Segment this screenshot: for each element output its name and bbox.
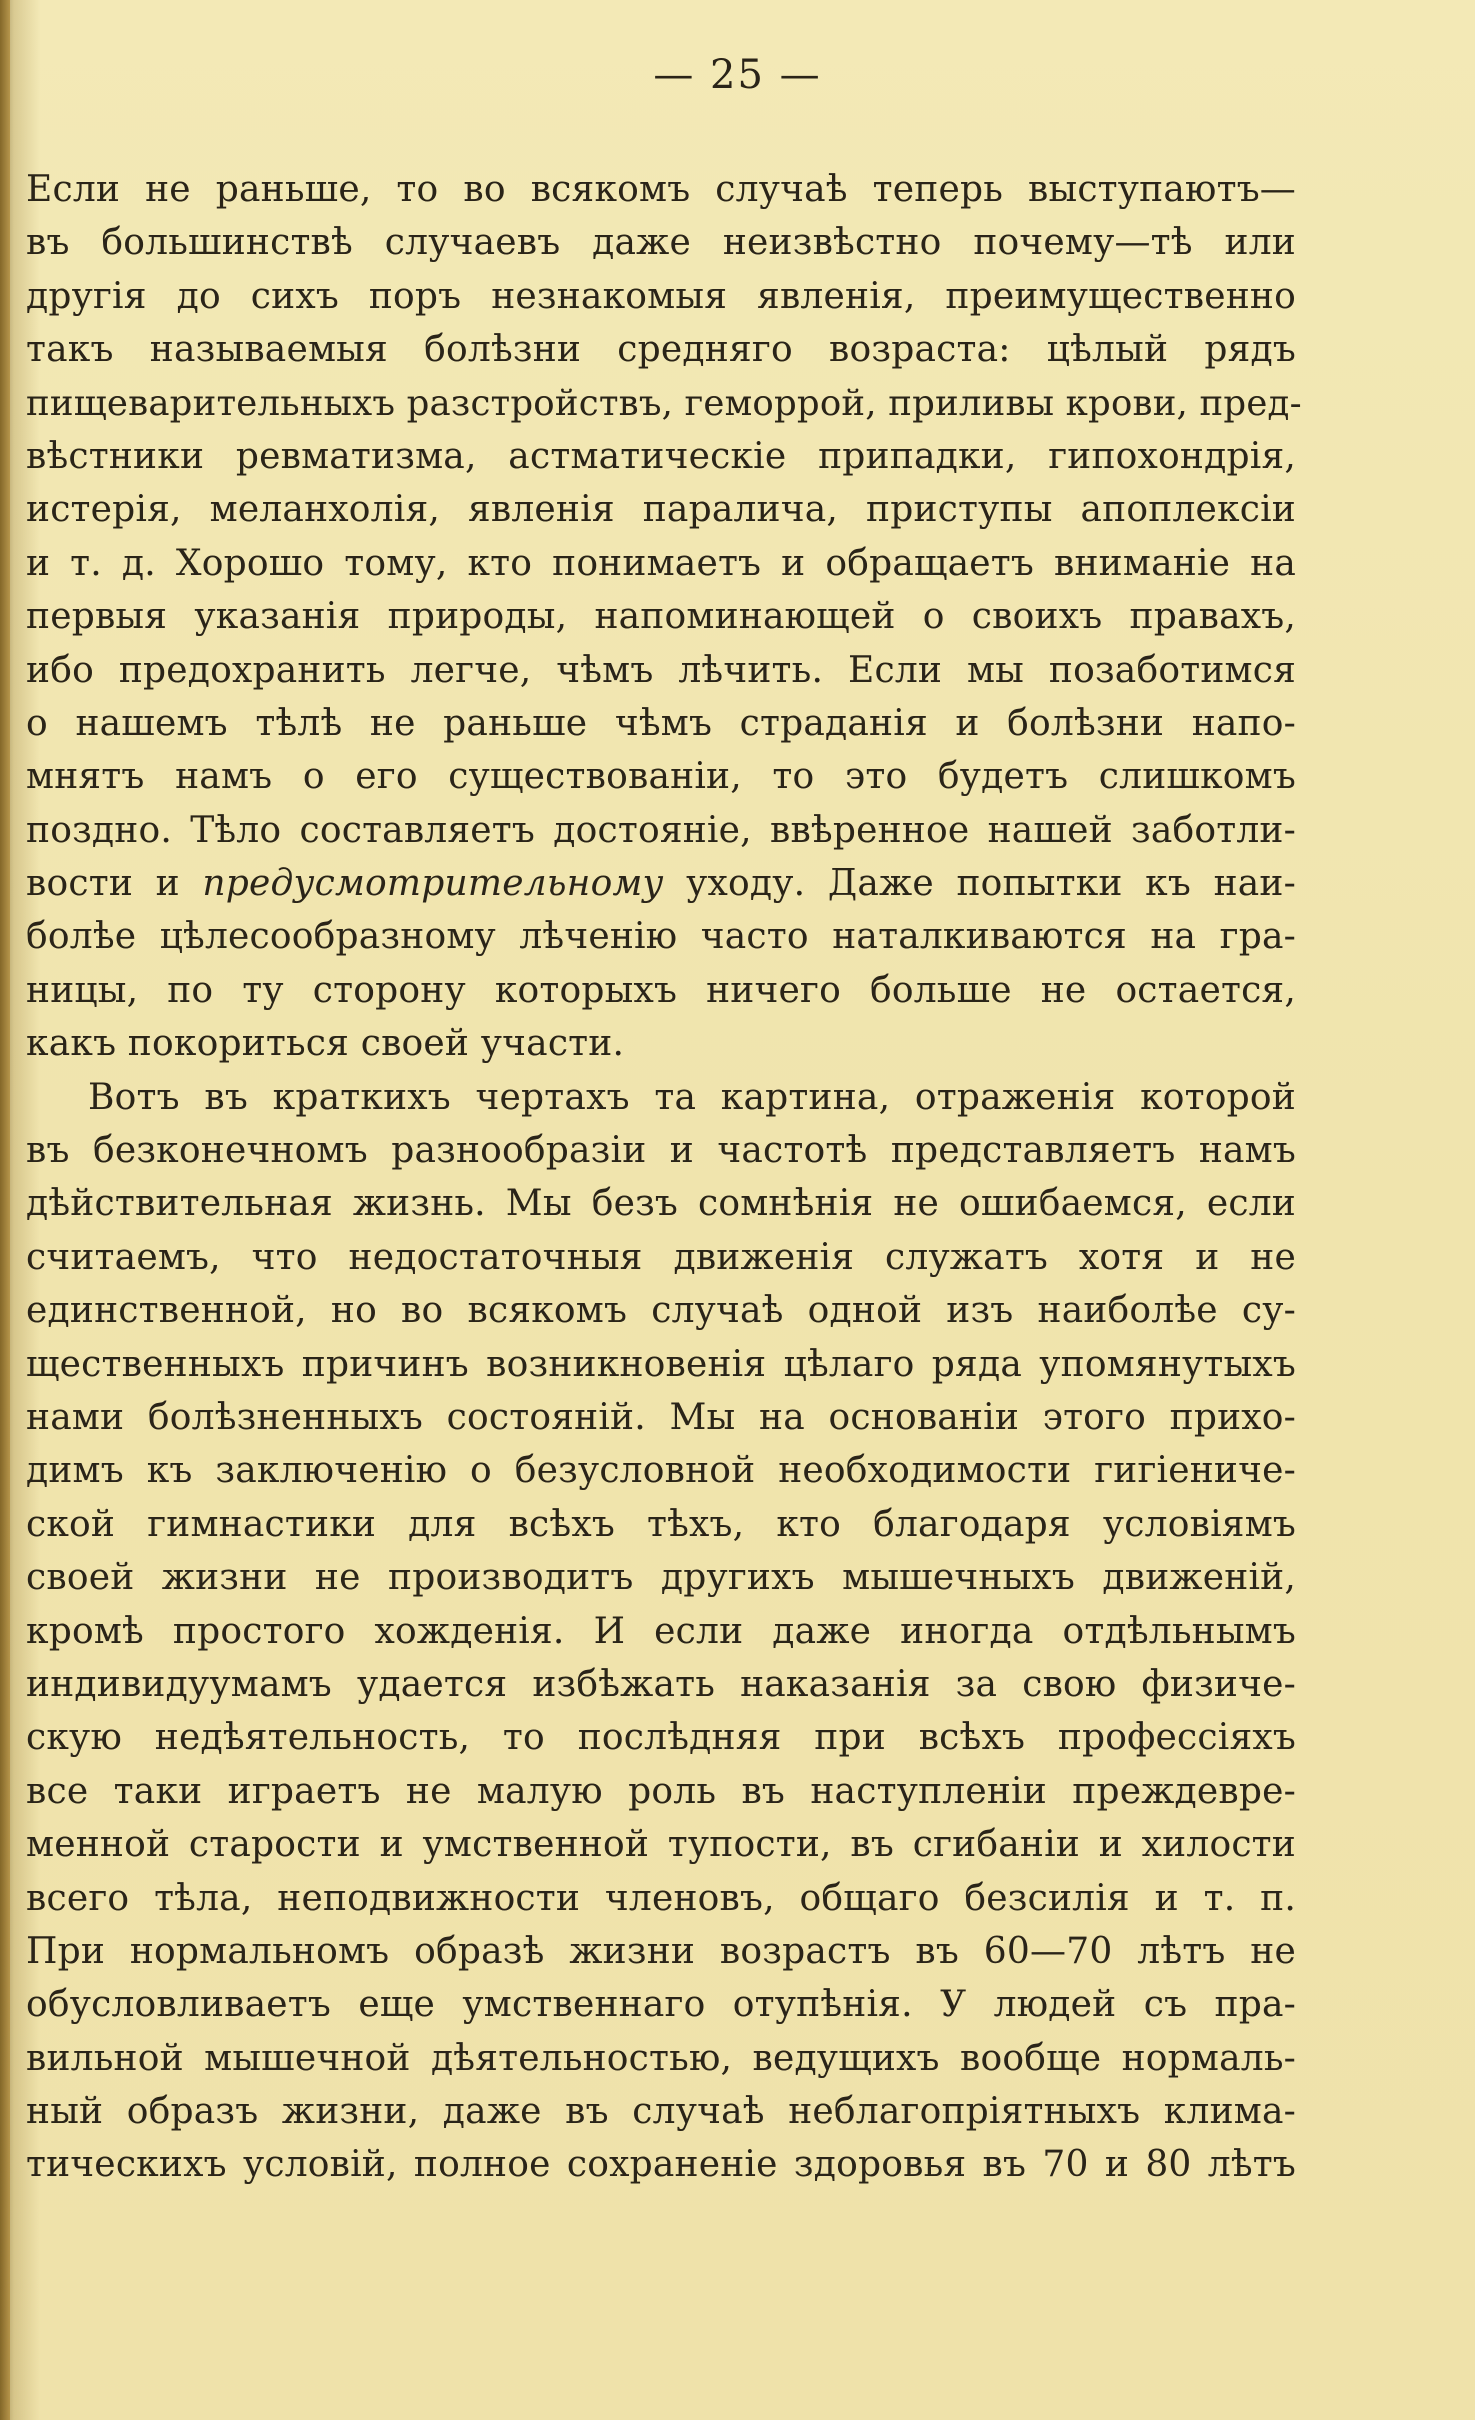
text-line: вѣстники ревматизма, астматическіе припадки, гипохондрія,	[26, 435, 1296, 477]
text-line: другія до сихъ поръ незнакомыя явленія, преимущественно	[26, 275, 1296, 317]
text-line: какъ покориться своей участи.	[26, 1023, 625, 1065]
page-number: — 25 —	[653, 52, 822, 98]
text-line: и т. д. Хорошо тому, кто понимаетъ и обращаетъ вниманіе на	[26, 542, 1296, 584]
text-line: При нормальномъ образѣ жизни возрастъ въ 60—70 лѣтъ не	[26, 1930, 1296, 1972]
text-line: мнятъ намъ о его существованіи, то это будетъ слишкомъ	[26, 756, 1296, 798]
text-line: въ безконечномъ разнообразіи и частотѣ представляетъ намъ	[26, 1130, 1296, 1172]
text-segment: вости и	[26, 863, 203, 905]
text-line: Если не раньше, то во всякомъ случаѣ теперь выступаютъ—	[26, 169, 1296, 210]
paragraph-2	[26, 1071, 1296, 2192]
text-line: пищеварительныхъ разстройствъ, геморрой, приливы крови, пред-	[26, 382, 1302, 424]
text-line: все таки играетъ не малую роль въ наступленіи преждевре-	[26, 1770, 1296, 1812]
text-line: всего тѣла, неподвижности членовъ, общаго безсилія и т. п.	[26, 1877, 1296, 1919]
text-line: такъ называемыя болѣзни средняго возраста: цѣлый рядъ	[26, 329, 1296, 371]
text-line: щественныхъ причинъ возникновенія цѣлаго ряда упомянутыхъ	[26, 1343, 1296, 1385]
italic-emphasis: предусмотрительному	[202, 863, 664, 905]
text-line: тическихъ условій, полное сохраненіе здоровья въ 70 и 80 лѣтъ	[26, 2144, 1296, 2186]
text-line: дѣйствительная жизнь. Мы безъ сомнѣнія не ошибаемся, если	[26, 1183, 1296, 1225]
text-line: индивидуумамъ удается избѣжать наказанія за свою физиче-	[26, 1663, 1296, 1705]
text-line: нами болѣзненныхъ состояній. Мы на основаніи этого прихо-	[26, 1396, 1296, 1438]
text-line: о нашемъ тѣлѣ не раньше чѣмъ страданія и болѣзни напо-	[26, 702, 1296, 744]
body-text	[26, 163, 1302, 2192]
text-line: ницы, по ту сторону которыхъ ничего больше не остается,	[26, 969, 1296, 1011]
text-line: ибо предохранить легче, чѣмъ лѣчить. Если мы позаботимся	[26, 649, 1296, 691]
text-line: менной старости и умственной тупости, въ сгибаніи и хилости	[26, 1824, 1296, 1866]
text-line: скую недѣятельность, то послѣдняя при всѣхъ профессіяхъ	[26, 1717, 1296, 1759]
text-line: димъ къ заключенію о безусловной необходимости гигіениче-	[26, 1450, 1296, 1492]
text-line: болѣе цѣлесообразному лѣченію часто наталкиваются на гра-	[26, 916, 1296, 958]
text-line: Вотъ въ краткихъ чертахъ та картина, отраженія которой	[88, 1076, 1296, 1118]
text-line: вильной мышечной дѣятельностью, ведущихъ вообще нормаль-	[26, 2037, 1296, 2079]
text-line: считаемъ, что недостаточныя движенія служатъ хотя и не	[26, 1236, 1296, 1278]
text-line-with-italic	[26, 857, 1296, 910]
text-line: въ большинствѣ случаевъ даже неизвѣстно почему—тѣ или	[26, 222, 1296, 264]
paragraph-1	[26, 163, 1302, 1071]
text-segment: уходу. Даже попытки къ наи-	[663, 863, 1296, 905]
text-line: обусловливаетъ еще умственнаго отупѣнія. У людей съ пра-	[26, 1984, 1296, 2026]
text-line: кромѣ простого хожденія. И если даже иногда отдѣльнымъ	[26, 1610, 1296, 1652]
text-line: единственной, но во всякомъ случаѣ одной изъ наиболѣе су-	[26, 1290, 1296, 1332]
text-line: ный образъ жизни, даже въ случаѣ неблагопріятныхъ клима-	[26, 2091, 1296, 2133]
text-line: своей жизни не производитъ другихъ мышечныхъ движеній,	[26, 1557, 1296, 1599]
text-line: первыя указанія природы, напоминающей о своихъ правахъ,	[26, 596, 1296, 638]
binding-gutter	[0, 0, 10, 2420]
text-line: истерія, меланхолія, явленія паралича, приступы апоплексіи	[26, 489, 1296, 531]
text-line: поздно. Тѣло составляетъ достояніе, ввѣренное нашей заботли-	[26, 809, 1296, 851]
text-line: ской гимнастики для всѣхъ тѣхъ, кто благодаря условіямъ	[26, 1503, 1296, 1545]
